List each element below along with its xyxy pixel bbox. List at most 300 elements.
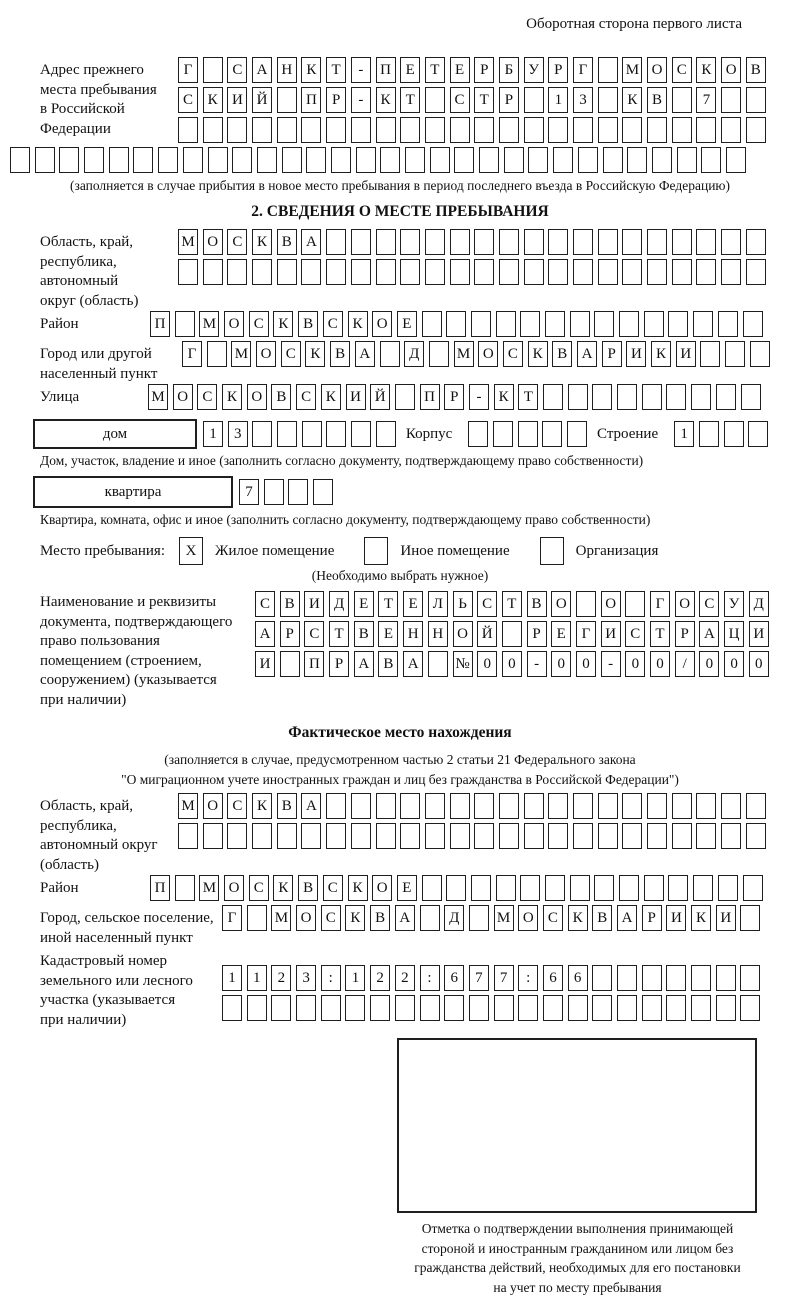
cadastral-grids xyxy=(222,948,760,1025)
char-cell xyxy=(301,259,321,285)
char-cell: И xyxy=(255,651,275,677)
char-cell xyxy=(743,311,763,337)
label-line: "О миграционном учете иностранных граждан и лиц без гражданства в Российской Федерации") xyxy=(121,771,679,787)
char-cell: К xyxy=(273,311,293,337)
char-cell xyxy=(277,117,297,143)
char-cell xyxy=(721,229,741,255)
char-cell xyxy=(696,259,716,285)
char-cell xyxy=(422,311,442,337)
char-cell: С xyxy=(304,621,324,647)
char-cell: С xyxy=(178,87,198,113)
char-cell xyxy=(520,875,540,901)
char-cell: Н xyxy=(277,57,297,83)
char-cell xyxy=(277,421,297,447)
char-cell xyxy=(642,995,662,1021)
char-cell: Т xyxy=(378,591,398,617)
char-cell xyxy=(502,621,522,647)
char-cell xyxy=(524,229,544,255)
char-cell: М xyxy=(454,341,474,367)
char-cell xyxy=(696,117,716,143)
actual-region-grids xyxy=(178,793,766,853)
char-cell xyxy=(746,823,766,849)
char-cell xyxy=(724,421,744,447)
label-line: Город, сельское поселение, xyxy=(40,910,214,926)
char-cell xyxy=(524,793,544,819)
char-cell xyxy=(518,995,538,1021)
char-cell xyxy=(277,259,297,285)
char-cell: И xyxy=(601,621,621,647)
char-cell: О xyxy=(224,311,244,337)
street-label: Улица xyxy=(40,389,80,405)
char-cell xyxy=(306,147,326,173)
char-cell xyxy=(642,965,662,991)
char-cell xyxy=(573,117,593,143)
char-cell xyxy=(302,421,322,447)
char-cell xyxy=(568,384,588,410)
char-cell xyxy=(666,384,686,410)
char-cell xyxy=(326,117,346,143)
char-cell: Г xyxy=(576,621,596,647)
char-cell: 2 xyxy=(271,965,291,991)
char-cell xyxy=(568,995,588,1021)
char-cell: П xyxy=(420,384,440,410)
char-grid-row xyxy=(182,341,770,367)
char-cell xyxy=(553,147,573,173)
label-line: стороной и иностранным гражданином или лицом без xyxy=(421,1240,734,1256)
char-cell: 3 xyxy=(228,421,248,447)
char-cell: 1 xyxy=(203,421,223,447)
char-cell: Й xyxy=(252,87,272,113)
char-cell: Р xyxy=(499,87,519,113)
char-cell xyxy=(721,87,741,113)
char-cell: П xyxy=(304,651,324,677)
char-cell xyxy=(520,311,540,337)
cadastral-label xyxy=(40,948,222,1030)
char-grid-row xyxy=(178,229,766,255)
char-cell: А xyxy=(355,341,375,367)
prev-address-grids xyxy=(178,57,766,147)
char-cell: К xyxy=(376,87,396,113)
char-cell: Р xyxy=(642,905,662,931)
char-cell: Р xyxy=(474,57,494,83)
char-cell: С xyxy=(503,341,523,367)
char-cell xyxy=(499,823,519,849)
char-cell: 3 xyxy=(296,965,316,991)
char-cell xyxy=(450,229,470,255)
char-cell: О xyxy=(647,57,667,83)
actual-district-block xyxy=(0,875,800,905)
char-cell xyxy=(672,793,692,819)
district-block xyxy=(0,311,800,341)
char-grid-row xyxy=(468,421,587,447)
char-cell xyxy=(677,147,697,173)
char-cell: 1 xyxy=(345,965,365,991)
char-cell: Т xyxy=(502,591,522,617)
char-cell: - xyxy=(469,384,489,410)
char-cell: М xyxy=(622,57,642,83)
char-cell: Р xyxy=(280,621,300,647)
label-line: округ (область) xyxy=(40,292,139,309)
char-cell xyxy=(573,793,593,819)
char-cell xyxy=(10,147,30,173)
char-cell: Е xyxy=(378,621,398,647)
char-cell: Е xyxy=(397,311,417,337)
char-cell: 0 xyxy=(749,651,769,677)
char-cell xyxy=(370,995,390,1021)
char-cell: Ц xyxy=(724,621,744,647)
label-line: при наличии) xyxy=(40,1011,127,1028)
char-cell xyxy=(420,905,440,931)
char-cell xyxy=(743,875,763,901)
char-cell: / xyxy=(675,651,695,677)
char-cell xyxy=(548,229,568,255)
char-cell xyxy=(570,311,590,337)
char-grid-row xyxy=(178,117,766,143)
char-cell xyxy=(425,87,445,113)
char-cell xyxy=(400,117,420,143)
char-cell: И xyxy=(749,621,769,647)
char-cell xyxy=(499,229,519,255)
char-cell xyxy=(668,311,688,337)
label-line: места пребывания xyxy=(40,81,157,98)
char-cell: А xyxy=(354,651,374,677)
char-cell xyxy=(35,147,55,173)
char-cell: В xyxy=(277,793,297,819)
char-cell xyxy=(691,384,711,410)
char-cell xyxy=(356,147,376,173)
char-cell: А xyxy=(252,57,272,83)
char-cell xyxy=(474,823,494,849)
char-cell: Е xyxy=(397,875,417,901)
char-cell xyxy=(351,229,371,255)
char-grid-row xyxy=(222,995,760,1021)
char-cell: Е xyxy=(400,57,420,83)
char-cell xyxy=(617,384,637,410)
char-cell: О xyxy=(721,57,741,83)
char-cell xyxy=(296,995,316,1021)
char-cell xyxy=(496,875,516,901)
char-cell xyxy=(701,147,721,173)
label-line: (область) xyxy=(40,856,99,873)
actual-location-title: Фактическое место нахождения xyxy=(288,724,512,741)
char-cell: С xyxy=(323,875,343,901)
char-cell xyxy=(133,147,153,173)
char-cell xyxy=(672,87,692,113)
char-cell xyxy=(468,421,488,447)
char-cell xyxy=(474,793,494,819)
char-cell: В xyxy=(746,57,766,83)
char-cell xyxy=(326,259,346,285)
char-cell: А xyxy=(403,651,423,677)
char-cell: М xyxy=(178,229,198,255)
char-cell: - xyxy=(351,57,371,83)
char-cell xyxy=(622,117,642,143)
checkbox-residential-label: Жилое помещение xyxy=(215,542,335,559)
char-cell: С xyxy=(672,57,692,83)
char-cell xyxy=(647,259,667,285)
char-cell xyxy=(721,117,741,143)
char-cell xyxy=(598,229,618,255)
char-cell xyxy=(400,229,420,255)
char-cell: Р xyxy=(329,651,349,677)
char-cell xyxy=(693,875,713,901)
char-cell xyxy=(548,793,568,819)
char-cell: И xyxy=(346,384,366,410)
char-cell: И xyxy=(626,341,646,367)
char-cell: К xyxy=(203,87,223,113)
cadastral-block xyxy=(0,948,800,1030)
char-cell: : xyxy=(420,965,440,991)
char-cell: П xyxy=(150,311,170,337)
char-cell xyxy=(428,651,448,677)
char-cell xyxy=(644,311,664,337)
char-cell xyxy=(718,875,738,901)
char-cell xyxy=(499,259,519,285)
char-cell: П xyxy=(376,57,396,83)
char-cell: В xyxy=(354,621,374,647)
stamp-area-box xyxy=(397,1038,757,1213)
stroenie-label: Строение xyxy=(597,425,659,442)
char-cell: 1 xyxy=(674,421,694,447)
char-cell xyxy=(725,341,745,367)
stay-type-row xyxy=(40,537,800,565)
char-cell xyxy=(380,147,400,173)
region-block xyxy=(0,229,800,311)
char-cell: О xyxy=(173,384,193,410)
char-cell xyxy=(430,147,450,173)
char-cell xyxy=(271,995,291,1021)
label-line: республика, xyxy=(40,817,117,834)
char-cell: К xyxy=(691,905,711,931)
char-cell: К xyxy=(301,57,321,83)
char-cell: В xyxy=(647,87,667,113)
char-cell xyxy=(576,591,596,617)
char-cell xyxy=(573,259,593,285)
char-cell xyxy=(280,651,300,677)
char-cell: О xyxy=(453,621,473,647)
char-cell: С xyxy=(450,87,470,113)
actual-region-label xyxy=(40,793,178,875)
char-cell: 6 xyxy=(568,965,588,991)
char-cell: М xyxy=(148,384,168,410)
char-cell: К xyxy=(252,229,272,255)
label-line: в Российской xyxy=(40,101,125,117)
char-cell xyxy=(499,793,519,819)
char-cell xyxy=(326,421,346,447)
house-caption: Дом, участок, владение и иное (заполнить согласно документу, подтверждающему право собственности) xyxy=(40,453,644,468)
char-cell: О xyxy=(247,384,267,410)
char-cell xyxy=(545,311,565,337)
char-cell xyxy=(203,823,223,849)
char-cell xyxy=(622,793,642,819)
char-cell: № xyxy=(453,651,473,677)
char-cell: Т xyxy=(425,57,445,83)
char-cell xyxy=(203,57,223,83)
char-cell: К xyxy=(305,341,325,367)
char-cell xyxy=(301,823,321,849)
char-cell: М xyxy=(199,311,219,337)
char-cell: Е xyxy=(551,621,571,647)
char-cell xyxy=(647,229,667,255)
char-cell xyxy=(395,384,415,410)
label-line: Кадастровый номер xyxy=(40,953,167,969)
char-grid-row xyxy=(255,591,769,617)
char-cell xyxy=(748,421,768,447)
char-cell: О xyxy=(372,875,392,901)
char-cell: 3 xyxy=(573,87,593,113)
char-cell xyxy=(672,229,692,255)
char-cell: Д xyxy=(444,905,464,931)
char-grid-row xyxy=(178,87,766,113)
char-cell xyxy=(548,117,568,143)
char-cell xyxy=(405,147,425,173)
char-cell xyxy=(380,341,400,367)
char-cell xyxy=(721,793,741,819)
char-cell: Е xyxy=(450,57,470,83)
char-cell xyxy=(376,823,396,849)
char-cell xyxy=(647,823,667,849)
char-cell xyxy=(504,147,524,173)
char-cell xyxy=(693,311,713,337)
char-cell xyxy=(175,875,195,901)
document-grids xyxy=(255,591,769,681)
char-cell: И xyxy=(716,905,736,931)
char-cell xyxy=(232,147,252,173)
char-cell xyxy=(622,259,642,285)
section2-title: 2. СВЕДЕНИЯ О МЕСТЕ ПРЕБЫВАНИЯ xyxy=(251,203,549,220)
document-label xyxy=(40,591,255,710)
char-cell: : xyxy=(518,965,538,991)
stamp-area-caption xyxy=(390,1219,765,1297)
char-cell: П xyxy=(150,875,170,901)
char-cell: С xyxy=(321,905,341,931)
char-cell xyxy=(178,823,198,849)
char-cell xyxy=(203,117,223,143)
char-cell: 7 xyxy=(469,965,489,991)
char-cell: О xyxy=(478,341,498,367)
char-cell xyxy=(376,793,396,819)
apartment-caption: Квартира, комната, офис и иное (заполнить согласно документу, подтверждающему право собственности) xyxy=(40,512,651,527)
char-cell xyxy=(425,117,445,143)
char-cell: - xyxy=(351,87,371,113)
char-cell: А xyxy=(255,621,275,647)
char-cell: А xyxy=(699,621,719,647)
char-cell xyxy=(471,875,491,901)
char-cell xyxy=(277,823,297,849)
char-cell: О xyxy=(601,591,621,617)
char-cell: С xyxy=(227,793,247,819)
char-cell xyxy=(625,591,645,617)
char-cell xyxy=(252,823,272,849)
char-cell xyxy=(617,965,637,991)
char-cell xyxy=(351,793,371,819)
char-cell: С xyxy=(227,57,247,83)
char-cell xyxy=(109,147,129,173)
char-cell xyxy=(570,875,590,901)
char-cell xyxy=(450,117,470,143)
char-cell: О xyxy=(372,311,392,337)
char-grid-row xyxy=(674,421,768,447)
char-cell: О xyxy=(296,905,316,931)
char-cell xyxy=(524,87,544,113)
apartment-type-box: квартира xyxy=(33,476,233,508)
char-cell: В xyxy=(271,384,291,410)
char-cell: Е xyxy=(354,591,374,617)
char-cell: В xyxy=(280,591,300,617)
char-cell xyxy=(400,823,420,849)
char-grid-row xyxy=(239,479,333,505)
char-cell: В xyxy=(298,311,318,337)
char-cell: В xyxy=(277,229,297,255)
char-cell: С xyxy=(281,341,301,367)
char-cell xyxy=(493,421,513,447)
char-cell: К xyxy=(252,793,272,819)
char-cell xyxy=(471,311,491,337)
label-line: участка (указывается xyxy=(40,992,176,1008)
char-cell xyxy=(619,311,639,337)
char-cell xyxy=(400,259,420,285)
char-cell xyxy=(746,793,766,819)
char-cell xyxy=(741,384,761,410)
checkbox-other-premises xyxy=(364,537,388,565)
char-cell: У xyxy=(524,57,544,83)
char-cell xyxy=(592,965,612,991)
char-cell: К xyxy=(651,341,671,367)
char-cell: К xyxy=(568,905,588,931)
char-cell xyxy=(573,823,593,849)
char-cell xyxy=(84,147,104,173)
char-cell xyxy=(740,905,760,931)
char-cell xyxy=(528,147,548,173)
char-cell xyxy=(400,793,420,819)
char-cell: 6 xyxy=(543,965,563,991)
char-cell xyxy=(627,147,647,173)
char-cell: В xyxy=(298,875,318,901)
char-grid-row xyxy=(150,875,763,901)
page-side-note: Оборотная сторона первого листа xyxy=(526,16,742,32)
checkbox-organization-label: Организация xyxy=(575,542,659,559)
char-cell xyxy=(716,384,736,410)
char-cell xyxy=(619,875,639,901)
char-cell: Л xyxy=(428,591,448,617)
char-cell xyxy=(301,117,321,143)
label-line: земельного или лесного xyxy=(40,972,193,989)
char-cell xyxy=(524,117,544,143)
char-cell: 7 xyxy=(494,965,514,991)
char-cell: 0 xyxy=(625,651,645,677)
char-cell: Й xyxy=(370,384,390,410)
char-cell xyxy=(750,341,770,367)
label-line: (заполняется в случае, предусмотренном частью 2 статьи 21 Федерального закона xyxy=(164,752,636,767)
char-cell xyxy=(672,117,692,143)
char-cell: 0 xyxy=(576,651,596,677)
char-cell: Р xyxy=(326,87,346,113)
char-cell xyxy=(592,995,612,1021)
char-cell: Д xyxy=(404,341,424,367)
char-cell: С xyxy=(227,229,247,255)
char-cell: Р xyxy=(527,621,547,647)
label-line: Город или другой xyxy=(40,346,152,362)
char-cell xyxy=(696,793,716,819)
document-block xyxy=(0,591,800,710)
label-line: Наименование и реквизиты xyxy=(40,594,217,610)
region-label xyxy=(40,229,178,311)
char-cell: Д xyxy=(749,591,769,617)
char-cell xyxy=(454,147,474,173)
char-cell: Р xyxy=(675,621,695,647)
checkbox-organization xyxy=(540,537,564,565)
char-cell xyxy=(592,384,612,410)
